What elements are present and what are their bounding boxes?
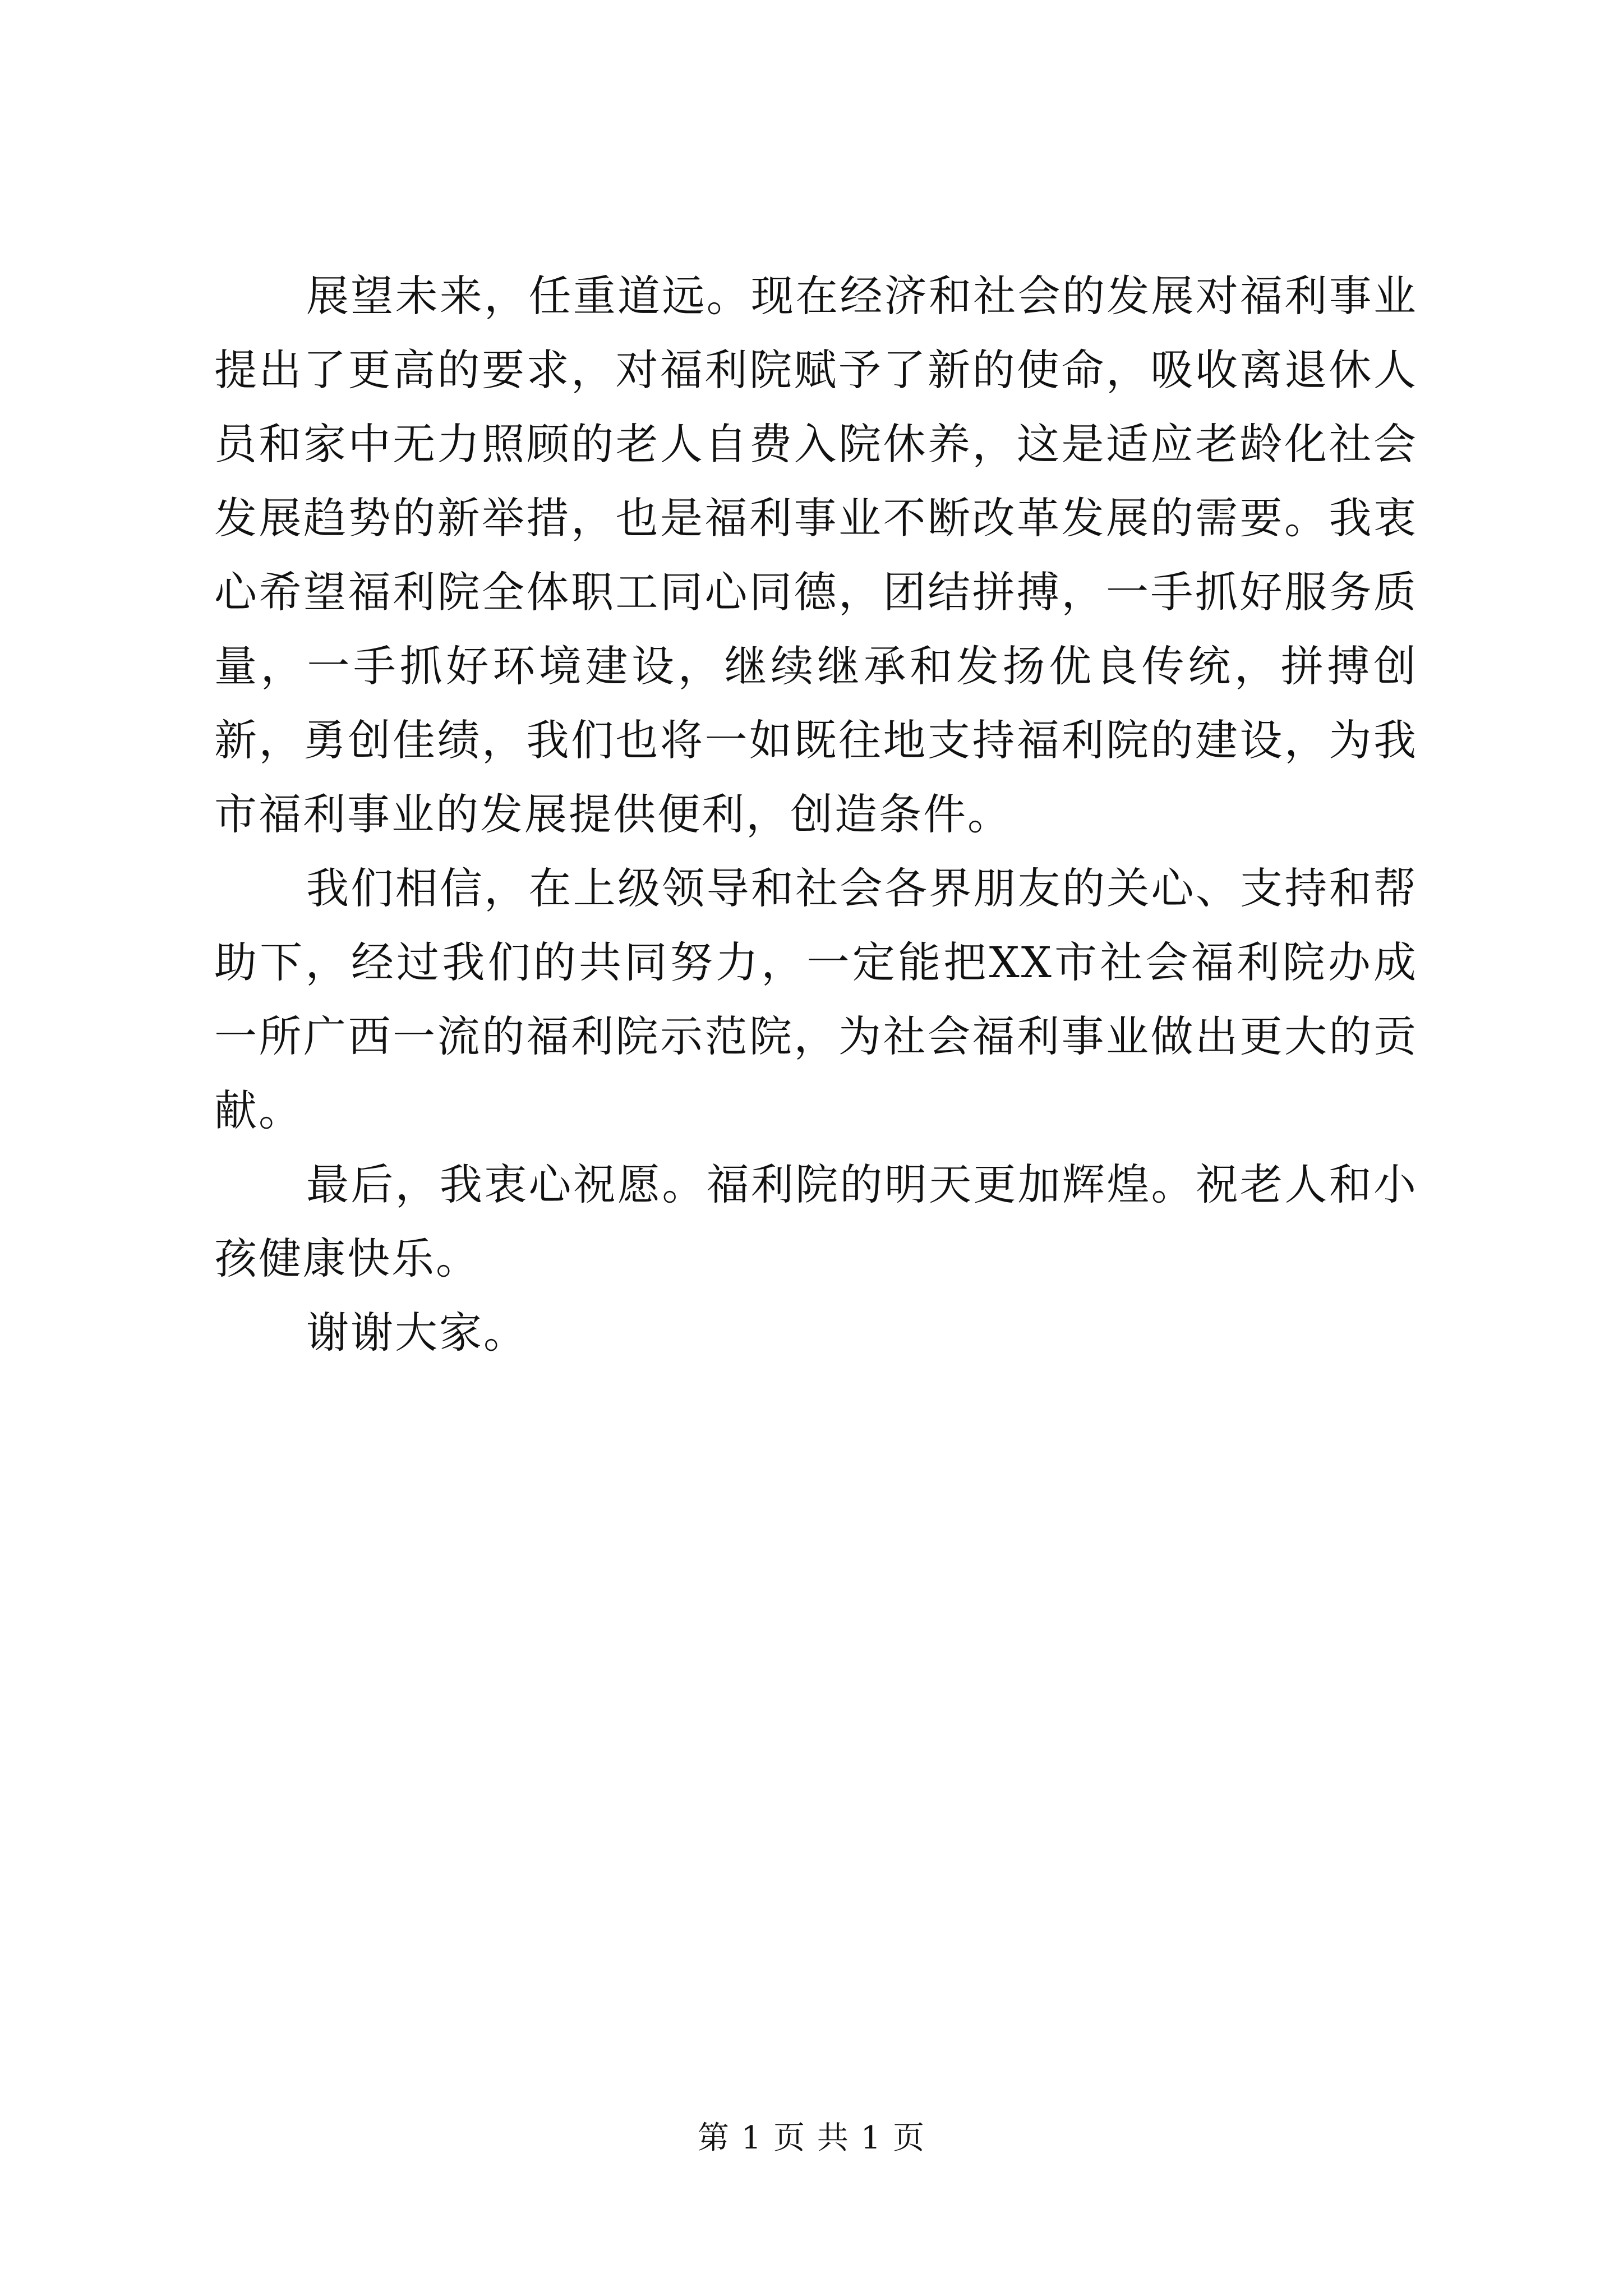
- page-number-footer: 第 1 页 共 1 页: [697, 2120, 926, 2156]
- document-body: [214, 259, 1418, 1370]
- paragraph-thanks: 谢谢大家。: [306, 1308, 528, 1358]
- paragraph-outlook: 展望未来，任重道远。现在经济和社会的发展对福利事业提出了更高的要求，对福利院赋予了新的使命，吸收离退休人员和家中无力照顾的老人自费入院休养，这是适应老龄化社会发展趋势的新举措，也是福利事业不断改革发展的需要。我衷心希望福利院全体职工同心同德，团结拼搏，一手抓好服务质量，一手抓好环境建设，继续继承和发扬优良传统，拼搏创新，勇创佳绩，我们也将一如既往地支持福利院的建设，为我市福利事业的发展提供便利，创造条件。: [214, 271, 1418, 839]
- paragraph-wishes: 最后，我衷心祝愿。福利院的明天更加辉煌。祝老人和小孩健康快乐。: [214, 1159, 1418, 1283]
- paragraph-belief: 我们相信，在上级领导和社会各界朋友的关心、支持和帮助下，经过我们的共同努力，一定能把XX市社会福利院办成一所广西一流的福利院示范院，为社会福利事业做出更大的贡献。: [214, 863, 1418, 1135]
